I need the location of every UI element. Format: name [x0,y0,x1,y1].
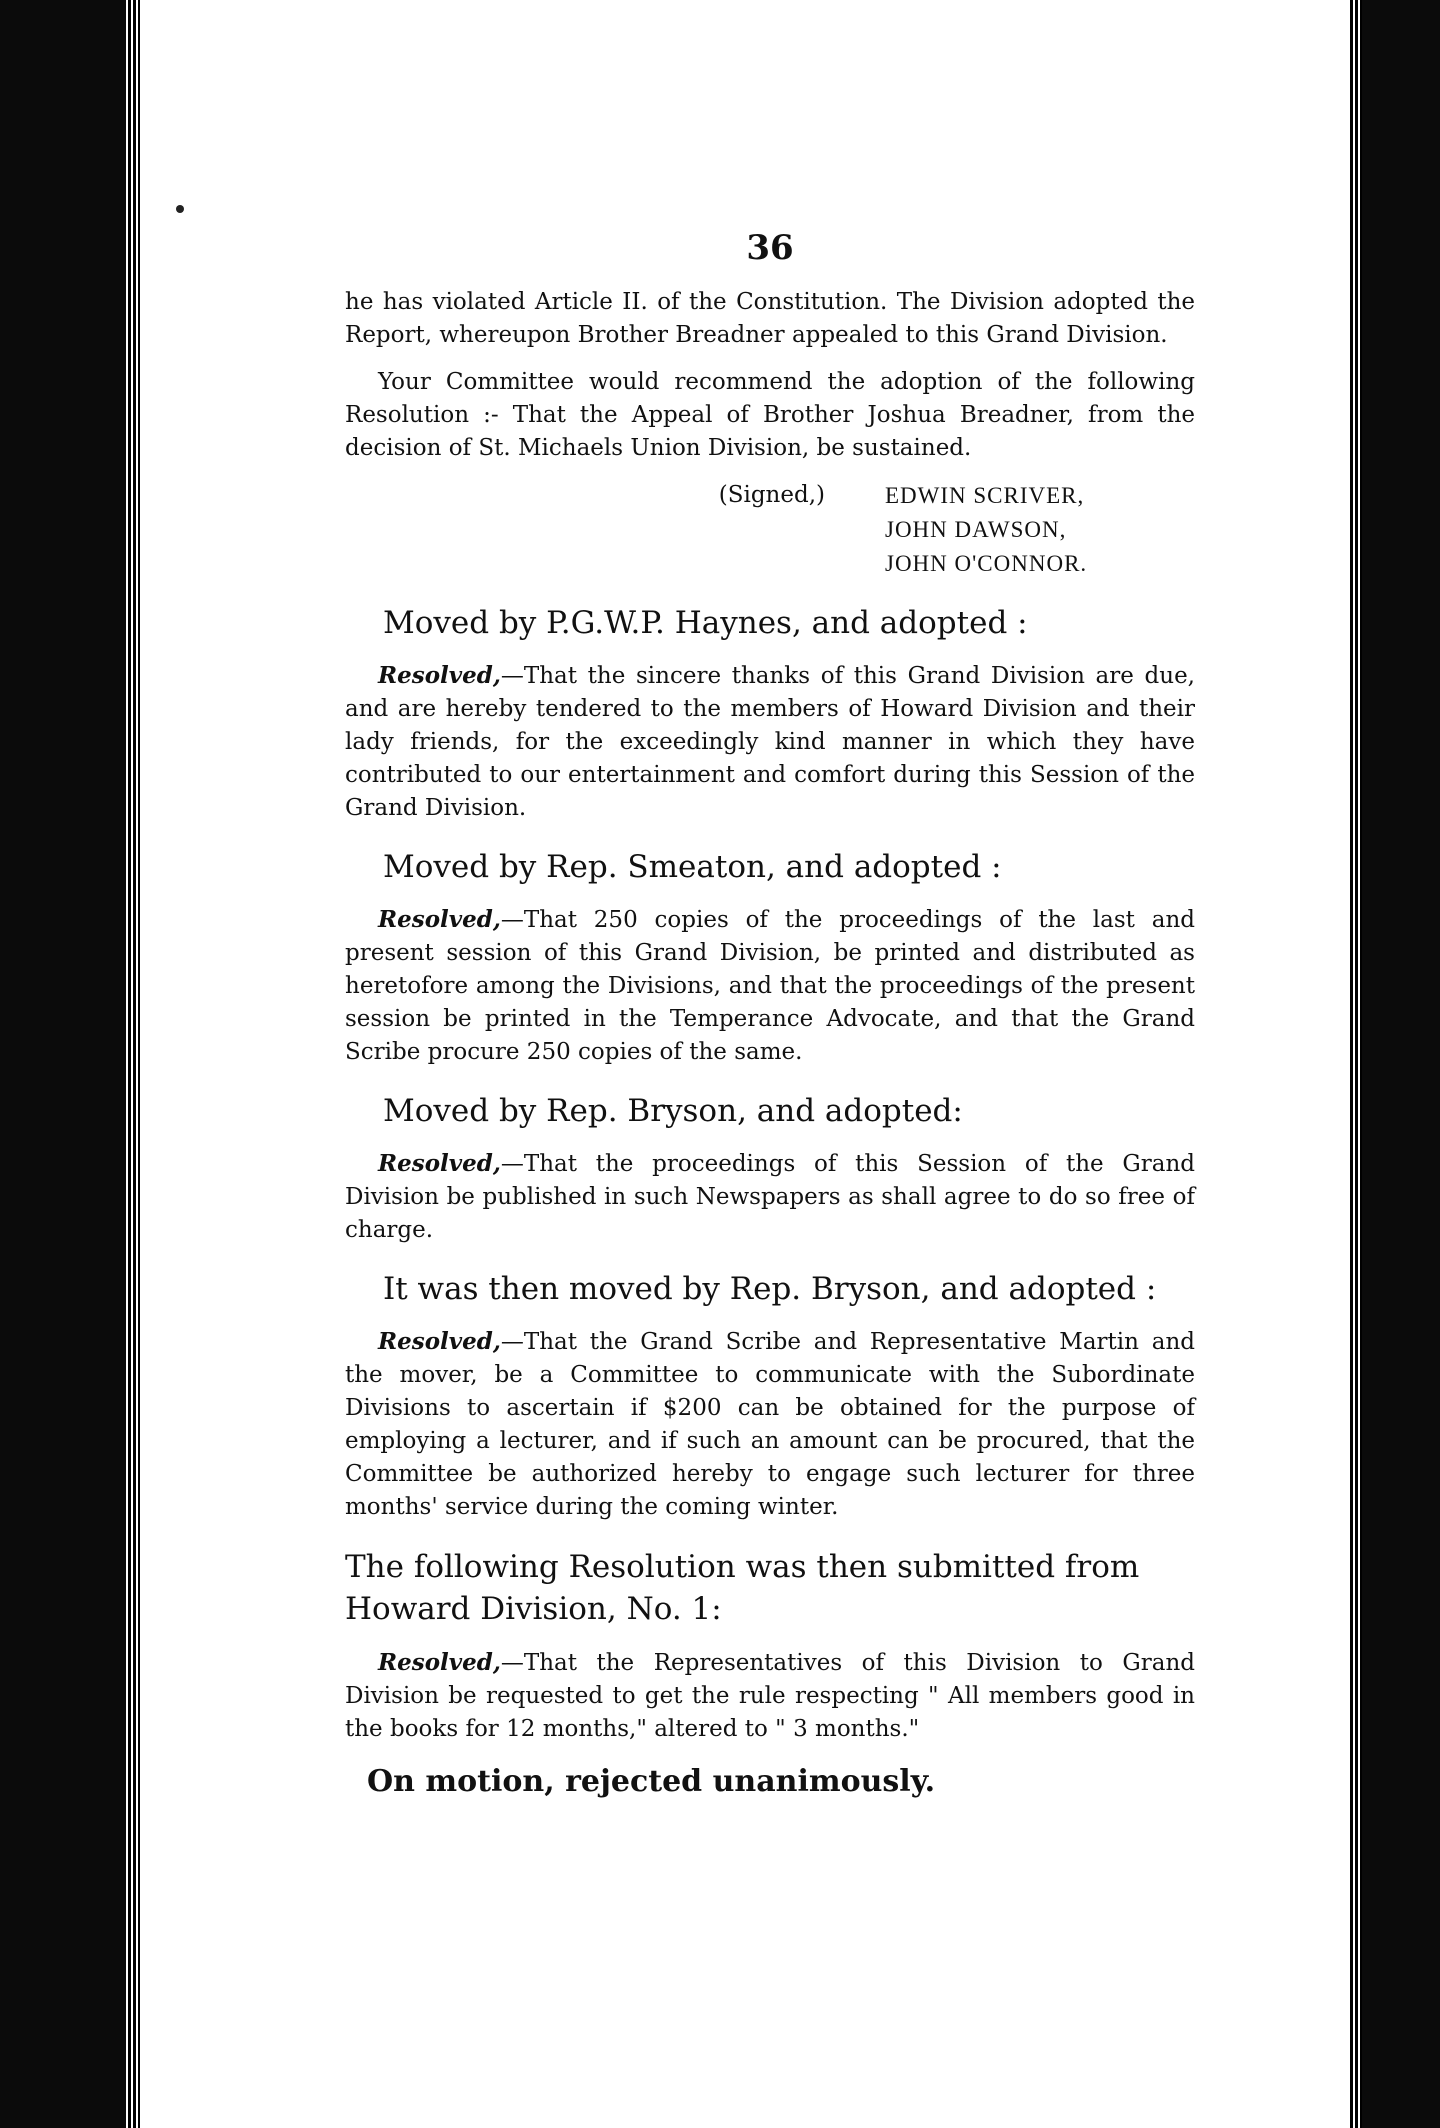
resolution-paragraph [345,1147,1195,1247]
motion-heading: Moved by Rep. Smeaton, and adopted : [383,849,1002,885]
scan-speck [176,205,184,213]
resolution-paragraph [345,659,1195,825]
resolution-paragraph [345,903,1195,1069]
stacked-page-edges [126,0,140,2128]
resolution-text: —That the Grand Scribe and Representative Martin and the mover, be a Committee to communicate with the Subordinate Divisions to ascertain if $200 can be obtained for the purpose of employing a lecturer, and if such an amount can be procured, that the Committee be authorized hereby to engage such lecturer for three months' service during the coming winter. [345,1329,1195,1520]
resolution-paragraph [345,1325,1195,1524]
page-text-area [345,228,1195,1799]
motion-heading: Moved by Rep. Bryson, and adopted: [383,1093,963,1129]
page-number: 36 [746,228,794,268]
paragraph-violation: he has violated Article II. of the Constitution. The Division adopted the Report, whereupon Brother Breadner appealed to this Grand Division. [345,289,1195,348]
motion-heading: It was then moved by Rep. Bryson, and adopted : [383,1271,1157,1307]
resolution-text: —That 250 copies of the proceedings of the last and present session of this Grand Division, be printed and distributed as heretofore among the Divisions, and that the proceedings of the present session be printed in the Temperance Advocate, and that the Grand Scribe procure 250 copies of the same. [345,907,1195,1065]
signed-label: (Signed,) [718,482,825,508]
paragraph-committee-recommendation: Your Committee would recommend the adoption of the following Resolution :- That the Appeal of Brother Joshua Breadner, from the decision of St. Michaels Union Division, be sustained. [345,369,1195,461]
signatory-name: JOHN DAWSON, [885,517,1067,542]
closing-statement: On motion, rejected unanimously. [367,1764,936,1799]
resolved-label: Resolved, [378,906,501,933]
motion-heading: The following Resolution was then submitted from Howard Division, No. 1: [345,1549,1140,1627]
signatory-list [885,479,1087,581]
next-page-edge [1350,0,1362,2128]
signature-block [345,479,1195,581]
resolution-text: —That the sincere thanks of this Grand Division are due, and are hereby tendered to the members of Howard Division and their lady friends, for the exceedingly kind manner in which they have contributed to our entertainment and comfort during this Session of the Grand Division. [345,663,1195,821]
left-binding-edge [0,0,140,2128]
resolution-text: —That the proceedings of this Session of the Grand Division be published in such Newspapers as shall agree to do so free of charge. [345,1151,1195,1243]
right-binding-edge [1350,0,1440,2128]
signatory-name: JOHN O'CONNOR. [885,551,1088,576]
signatory-name: EDWIN SCRIVER, [885,483,1085,508]
resolution-text: —That the Representatives of this Division to Grand Division be requested to get the rule respecting " All members good in the books for 12 months," altered to " 3 months." [345,1650,1195,1742]
resolution-paragraph [345,1646,1195,1746]
resolved-label: Resolved, [378,662,501,689]
resolved-label: Resolved, [378,1328,501,1355]
resolved-label: Resolved, [378,1649,501,1676]
motion-heading: Moved by P.G.W.P. Haynes, and adopted : [383,605,1028,641]
resolved-label: Resolved, [378,1150,501,1177]
